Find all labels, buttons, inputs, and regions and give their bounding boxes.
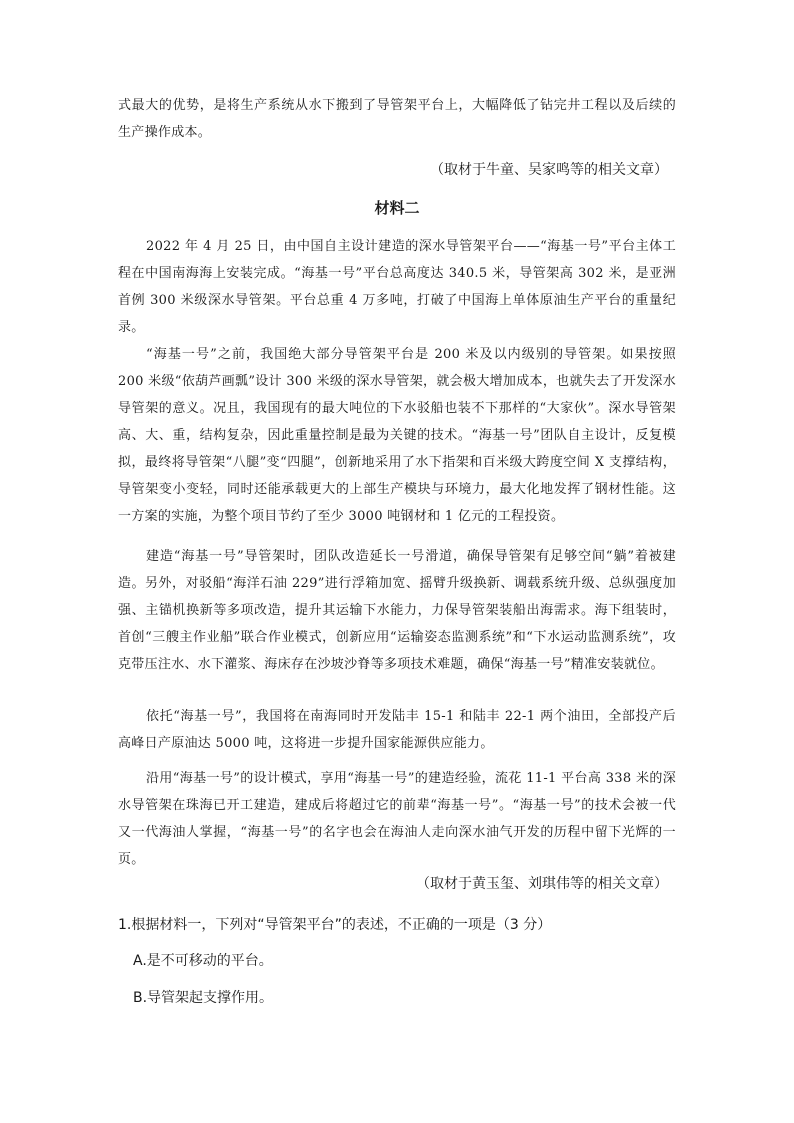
material2-paragraph-2: “海基一号”之前，我国绝大部分导管架平台是 200 米及以内级别的导管架。如果按照 200 米级“依葫芦画瓢”设计 300 米级的深水导管架，就会极大增加成本，也就失去了开发深水导管架的意义。况且，我国现有的最大吨位的下水驳船也装不下那样的“大家伙”。深水导管架高、大、重，结构复杂，因此重量控制是最为关键的技术。“海基一号”团队自主设计，反复模拟，最终将导管架“八腿”变“四腿”，创新地采用了水下指架和百米级大跨度空间 X 支撑结构，导管架变小变轻，同时还能承载更大的上部生产模块与环境力，最大化地发挥了钢材性能。这一方案的实施，为整个项目节约了至少 3000 吨钢材和 1 亿元的工程投资。 [118, 347, 676, 524]
material2-paragraph-1: 2022 年 4 月 25 日，由中国自主设计建造的深水导管架平台——“海基一号”平台主体工程在中国南海海上安装完成。“海基一号”平台总高度达 340.5 米，导管架高 302 米，是亚洲首例 300 米级深水导管架。平台总重 4 万多吨，打破了中国海上单体原油生产平台的重量纪录。 [118, 239, 676, 335]
material2-title: 材料二 [374, 199, 420, 217]
material2-paragraph-3: 建造“海基一号”导管架时，团队改造延长一号滑道，确保导管架有足够空间“躺”着被建造。另外，对驳船“海洋石油 229”进行浮箱加宽、摇臂升级换新、调载系统升级、总纵强度加强、主锚机换新等多项改造，提升其运输下水能力，力保导管架装船出海需求。海下组装时，首创“三艘主作业船”联合作业模式，创新应用“运输姿态监测系统”和“下水运动监测系统”，攻克带压注水、水下灌浆、海床存在沙坡沙脊等多项技术难题，确保“海基一号”精准安装就位。 [118, 549, 676, 672]
material2-paragraph-4: 依托“海基一号”，我国将在南海同时开发陆丰 15-1 和陆丰 22-1 两个油田，全部投产后高峰日产原油达 5000 吨，这将进一步提升国家能源供应能力。 [118, 709, 676, 751]
question-1-stem: 1.根据材料一，下列对“导管架平台”的表述，不正确的一项是（3 分） [118, 917, 552, 933]
material2-source: （取材于黄玉玺、刘琪伟等的相关文章） [416, 876, 668, 892]
question-1-option-b: B.导管架起支撑作用。 [133, 990, 274, 1006]
material1-tail-paragraph: 式最大的优势，是将生产系统从水下搬到了导管架平台上，大幅降低了钻完井工程以及后续的生产操作成本。 [118, 98, 676, 140]
material2-paragraph-5: 沿用“海基一号”的设计模式，享用“海基一号”的建造经验，流花 11-1 平台高 338 米的深水导管架在珠海已开工建造，建成后将超过它的前辈“海基一号”。“海基一号”的技术会被一代又一代海油人掌握，“海基一号”的名字也会在海油人走向深水油气开发的历程中留下光辉的一页。 [118, 771, 676, 867]
question-1-option-a: A.是不可移动的平台。 [133, 953, 273, 969]
material1-source: （取材于牛童、吴家鸣等的相关文章） [430, 162, 668, 178]
